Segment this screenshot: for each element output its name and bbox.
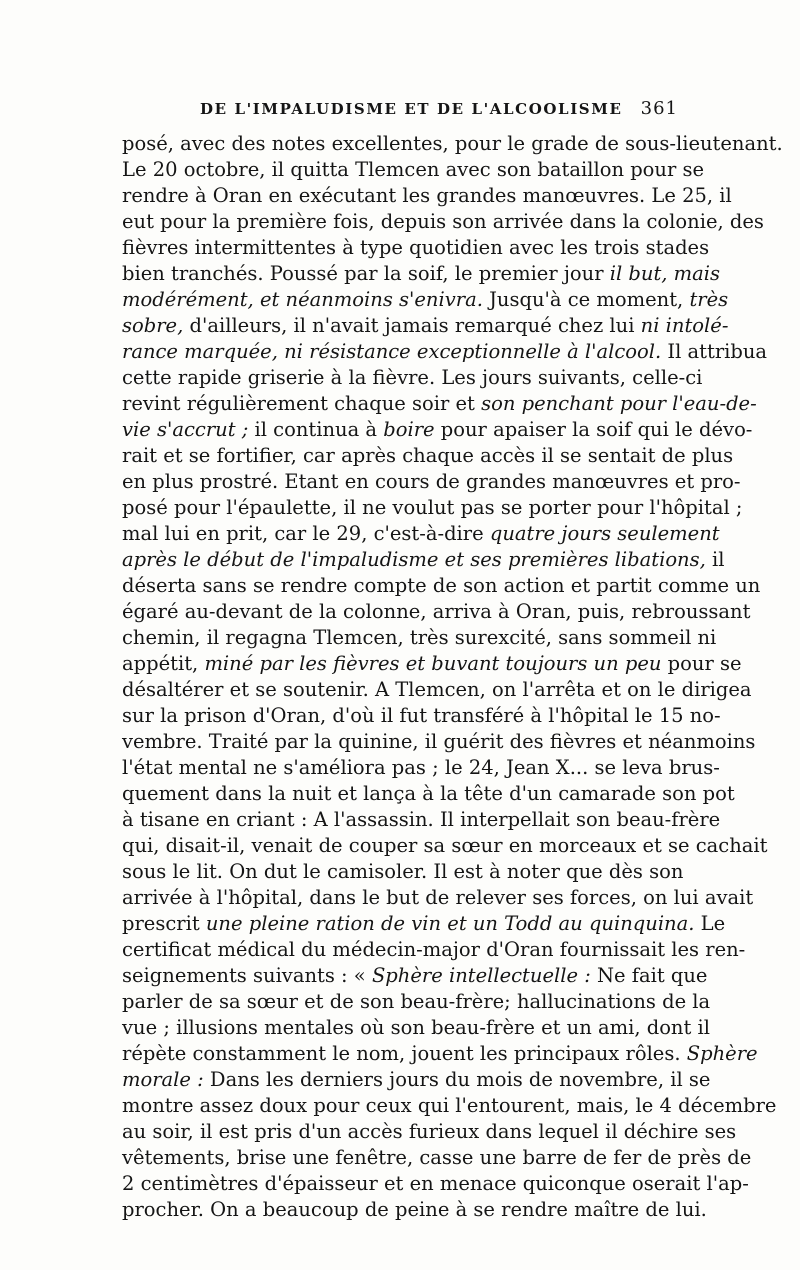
text-line (122, 573, 761, 599)
text-line (122, 885, 754, 911)
text-run: procher. On a beaucoup de peine à se rendre maître de lui. (122, 1198, 707, 1221)
text-run: 2 centimètres d'épaisseur et en menace quiconque oserait l'ap- (122, 1172, 749, 1195)
text-line (122, 1197, 707, 1223)
text-run: vembre. Traité par la quinine, il guérit des fièvres et néanmoins (122, 730, 756, 753)
italic-text: après le début de l'impaludisme et ses premières libations, (122, 548, 706, 571)
italic-text: vie s'accrut ; (122, 418, 249, 441)
text-line (122, 937, 746, 963)
italic-text: quatre jours seulement (489, 522, 720, 545)
text-run: vêtements, brise une fenêtre, casse une barre de fer de près de (122, 1146, 752, 1169)
text-run: il continua à (248, 418, 384, 441)
text-run: il (705, 548, 725, 571)
text-line (122, 339, 768, 365)
text-line (122, 677, 752, 703)
text-run: sur la prison d'Oran, d'où il fut transféré à l'hôpital le 15 no- (122, 704, 721, 727)
text-run: parler de sa sœur et de son beau-frère; hallucinations de la (122, 990, 711, 1013)
text-run: mal lui en prit, car le 29, c'est-à-dire (122, 522, 490, 545)
italic-text: miné par les fièvres et buvant toujours un peu (204, 652, 662, 675)
body-text (122, 131, 783, 1223)
text-run: sous le lit. On dut le camisoler. Il est à noter que dès son (122, 860, 684, 883)
text-run: rendre à Oran en exécutant les grandes manœuvres. Le 25, il (122, 184, 732, 207)
italic-text: morale : (122, 1068, 204, 1091)
text-line (122, 261, 721, 287)
text-run: rait et se fortifier, car après chaque accès il se sentait de plus (122, 444, 734, 467)
text-line (122, 365, 703, 391)
text-run: égaré au-devant de la colonne, arriva à Oran, puis, rebroussant (122, 600, 751, 623)
text-line (122, 859, 684, 885)
text-line (122, 391, 757, 417)
text-run: prescrit (122, 912, 206, 935)
text-line (122, 521, 720, 547)
text-run: Le (694, 912, 726, 935)
text-run: posé pour l'épaulette, il ne voulut pas se porter pour l'hôpital ; (122, 496, 743, 519)
text-run: vue ; illusions mentales où son beau-frère et un ami, dont il (122, 1016, 710, 1039)
italic-text: son penchant pour l'eau-de- (481, 392, 757, 415)
text-line (122, 755, 720, 781)
text-line (122, 703, 721, 729)
text-run: bien tranchés. Poussé par la soif, le premier jour (122, 262, 610, 285)
text-line (122, 989, 711, 1015)
text-line (122, 443, 734, 469)
text-run: l'état mental ne s'améliora pas ; le 24, Jean X... se leva brus- (122, 756, 720, 779)
text-run: qui, disait-il, venait de couper sa sœur en morceaux et se cachait (122, 834, 768, 857)
text-line (122, 547, 725, 573)
text-line (122, 833, 768, 859)
text-line (122, 183, 732, 209)
text-run: Il attribua (661, 340, 768, 363)
text-line (122, 131, 783, 157)
text-line (122, 1041, 758, 1067)
text-run: Jusqu'à ce moment, (482, 288, 690, 311)
text-run: pour se (661, 652, 742, 675)
text-run: appétit, (122, 652, 205, 675)
text-line (122, 469, 741, 495)
text-line (122, 651, 742, 677)
text-line (122, 1119, 737, 1145)
running-title: DE L'IMPALUDISME ET DE L'ALCOOLISME (200, 100, 623, 118)
italic-text: très (689, 288, 729, 311)
text-line (122, 963, 708, 989)
italic-text: Sphère intellectuelle : (371, 964, 591, 987)
text-run: Le 20 octobre, il quitta Tlemcen avec son bataillon pour se (122, 158, 705, 181)
text-run: seignements suivants : « (122, 964, 372, 987)
italic-text: boire (383, 418, 435, 441)
text-line (122, 1093, 777, 1119)
page-header (200, 98, 678, 128)
italic-text: rance marquée, ni résistance exceptionnelle à l'alcool. (122, 340, 662, 363)
text-line (122, 287, 729, 313)
text-line (122, 313, 729, 339)
text-line (122, 781, 735, 807)
italic-text: ni intolé- (640, 314, 729, 337)
text-line (122, 1015, 710, 1041)
italic-text: une pleine ration de vin et un Todd au quinquina. (205, 912, 695, 935)
text-line (122, 417, 753, 443)
italic-text: il but, mais (609, 262, 721, 285)
text-line (122, 1067, 711, 1093)
text-run: revint régulièrement chaque soir et (122, 392, 482, 415)
text-run: arrivée à l'hôpital, dans le but de relever ses forces, on lui avait (122, 886, 754, 909)
text-line (122, 1171, 749, 1197)
text-run: montre assez doux pour ceux qui l'entourent, mais, le 4 décembre (122, 1094, 777, 1117)
text-line (122, 729, 756, 755)
italic-text: Sphère (686, 1042, 758, 1065)
text-run: Ne fait que (590, 964, 708, 987)
text-line (122, 599, 751, 625)
page-number: 361 (640, 98, 678, 119)
text-line (122, 235, 710, 261)
text-run: à tisane en criant : A l'assassin. Il interpellait son beau-frère (122, 808, 721, 831)
text-run: fièvres intermittentes à type quotidien avec les trois stades (122, 236, 710, 259)
italic-text: sobre, (122, 314, 184, 337)
text-run: répète constamment le nom, jouent les principaux rôles. (122, 1042, 687, 1065)
text-line (122, 807, 721, 833)
text-run: posé, avec des notes excellentes, pour le grade de sous-lieutenant. (122, 132, 783, 155)
text-run: Dans les derniers jours du mois de novembre, il se (203, 1068, 711, 1091)
text-run: d'ailleurs, il n'avait jamais remarqué chez lui (183, 314, 641, 337)
text-line (122, 1145, 752, 1171)
text-run: chemin, il regagna Tlemcen, très surexcité, sans sommeil ni (122, 626, 717, 649)
text-run: au soir, il est pris d'un accès furieux dans lequel il déchire ses (122, 1120, 737, 1143)
text-line (122, 157, 705, 183)
text-run: pour apaiser la soif qui le dévo- (434, 418, 753, 441)
text-run: cette rapide griserie à la fièvre. Les jours suivants, celle-ci (122, 366, 703, 389)
text-line (122, 495, 743, 521)
text-run: quement dans la nuit et lança à la tête d'un camarade son pot (122, 782, 735, 805)
text-line (122, 625, 717, 651)
text-run: certificat médical du médecin-major d'Oran fournissait les ren- (122, 938, 746, 961)
text-run: eut pour la première fois, depuis son arrivée dans la colonie, des (122, 210, 764, 233)
text-run: déserta sans se rendre compte de son action et partit comme un (122, 574, 761, 597)
text-run: en plus prostré. Etant en cours de grandes manœuvres et pro- (122, 470, 741, 493)
text-run: désaltérer et se soutenir. A Tlemcen, on l'arrêta et on le dirigea (122, 678, 752, 701)
italic-text: modérément, et néanmoins s'enivra. (122, 288, 483, 311)
text-line (122, 911, 726, 937)
text-line (122, 209, 764, 235)
